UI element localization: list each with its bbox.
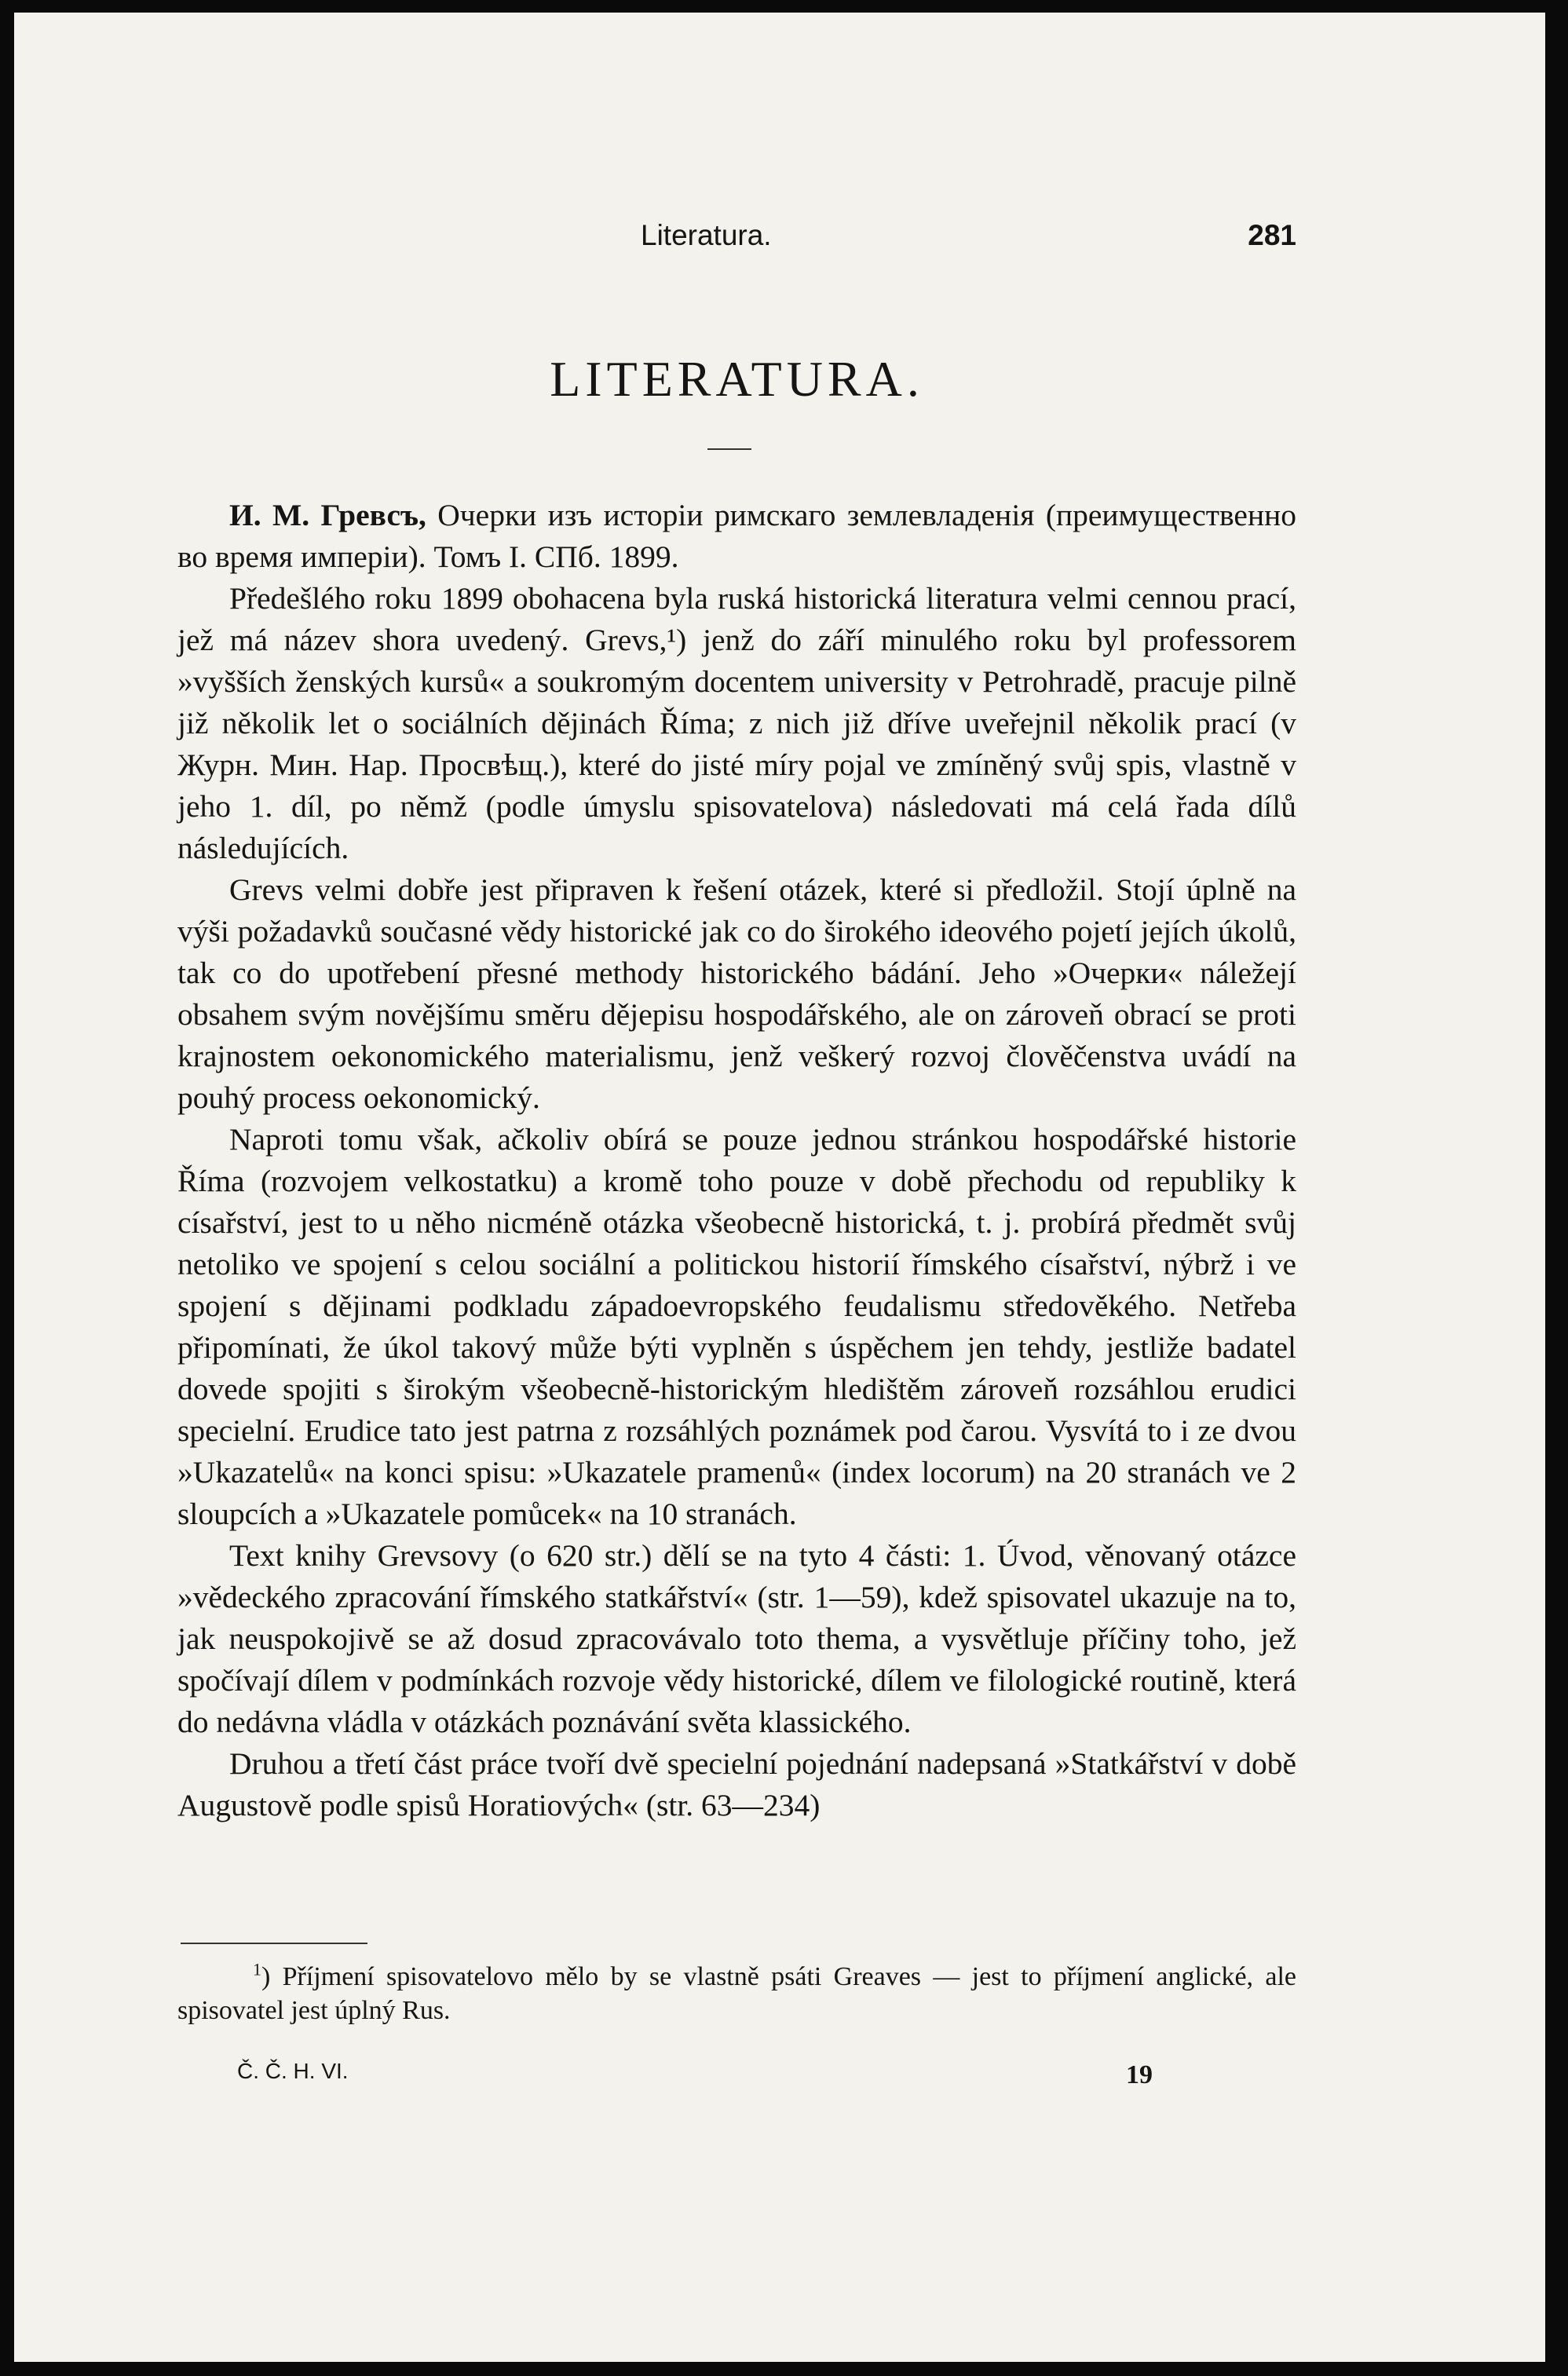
running-head-title: Literatura. (641, 219, 772, 251)
paragraph: Předešlého roku 1899 obohacena byla ruská historická literatura velmi cennou prací, jež má název shora uvedený. Grevs,¹) jenž do září minulého roku byl professorem »vyšších ženských kursů« a soukromým docentem university v Petrohradě, pracuje pilně již několik let o sociálních dějinách Říma; z nich již dříve uveřejnil několik prací (v Журн. Мин. Нар. Просвѣщ.), které do jisté míry pojal ve zmíněný svůj spis, vlastně v jeho 1. díl, po němž (podle úmyslu spisovatelova) následovati má celá řada dílů následujících. (177, 581, 1296, 865)
page-number: 281 (1248, 219, 1296, 251)
page (14, 13, 1545, 2362)
review-author: И. М. Гревсъ, (229, 498, 426, 532)
footnote (177, 1960, 1296, 2027)
paragraph: Naproti tomu však, ačkoliv obírá se pouze jednou stránkou hospodářské historie Říma (rozvojem velkostatku) a kromě toho pouze v době přechodu od republiky k císařství, jest to u něho nicméně otázka všeobecně historická, t. j. probírá předmět svůj netoliko ve spojení s celou sociální a politickou historií římského císařství, nýbrž i ve spojení s dějinami podkladu západoevropského feudalismu středověkého. Netřeba připomínati, že úkol takový může býti vyplněn s úspěchem jen tehdy, jestliže badatel dovede spojiti s širokým všeobecně-historickým hledištěm zároveň rozsáhlou erudici specielní. Erudice tato jest patrna z rozsáhlých poznámek pod čarou. Vysvítá to i ze dvou »Ukazatelů« na konci spisu: »Ukazatele pramenů« (index locorum) na 20 stranách ve 2 sloupcích a »Ukazatele pomůcek« na 10 stranách. (177, 1122, 1296, 1531)
paragraph: Text knihy Grevsovy (o 620 str.) dělí se na tyto 4 části: 1. Úvod, věnovaný otázce »vědeckého zpracování římského statkářství« (str. 1—59), kdež spisovatel ukazuje na to, jak neuspokojivě se až dosud zpracovávalo toto thema, a vysvětluje příčiny toho, jež spočívají dílem v podmínkách rozvoje vědy historické, dílem ve filologické routině, která do nedávna vládla v otázkách poznávání světa klassického. (177, 1538, 1296, 1739)
footnote-body: ) Příjmení spisovatelovo mělo by se vlastně psáti Greaves — jest to příjmení anglické, ale spisovatel jest úplný Rus. (177, 1962, 1296, 2025)
paragraph: Druhou a třetí část práce tvoří dvě specielní pojednání nadepsaná »Statkářství v době Augustově podle spisů Horatiových« (str. 63—234) (177, 1746, 1296, 1822)
heading-rule (707, 448, 751, 450)
footnote-text (177, 1960, 1296, 2027)
review-citation (177, 495, 1296, 578)
review-book-title: Очерки изъ исторіи римскаго землевладенія (преимущественно во время имперіи). Томъ I. СПб. 1899. (177, 498, 1296, 574)
paragraph: Grevs velmi dobře jest připraven k řešení otázek, které si předložil. Stojí úplně na výši požadavků současné vědy historické jak co do širokého ideového pojetí jejích úkolů, tak co do upotřebení přesné methody historického bádání. Jeho »Очерки« náležejí obsahem svým novějšímu směru dějepisu hospodářského, ale on zároveň obrací se proti krajnostem oekonomického materialismu, jenž veškerý rozvoj člověčenstva uvádí na pouhý process oekonomický. (177, 872, 1296, 1115)
sheet-number: 19 (1126, 2060, 1153, 2089)
review-body (177, 495, 1296, 1826)
footnote-rule (181, 1943, 367, 1944)
footnote-marker: 1 (253, 1959, 261, 1979)
section-heading: LITERATURA. (550, 351, 924, 407)
printer-signature: Č. Č. H. VI. (237, 2059, 349, 2083)
